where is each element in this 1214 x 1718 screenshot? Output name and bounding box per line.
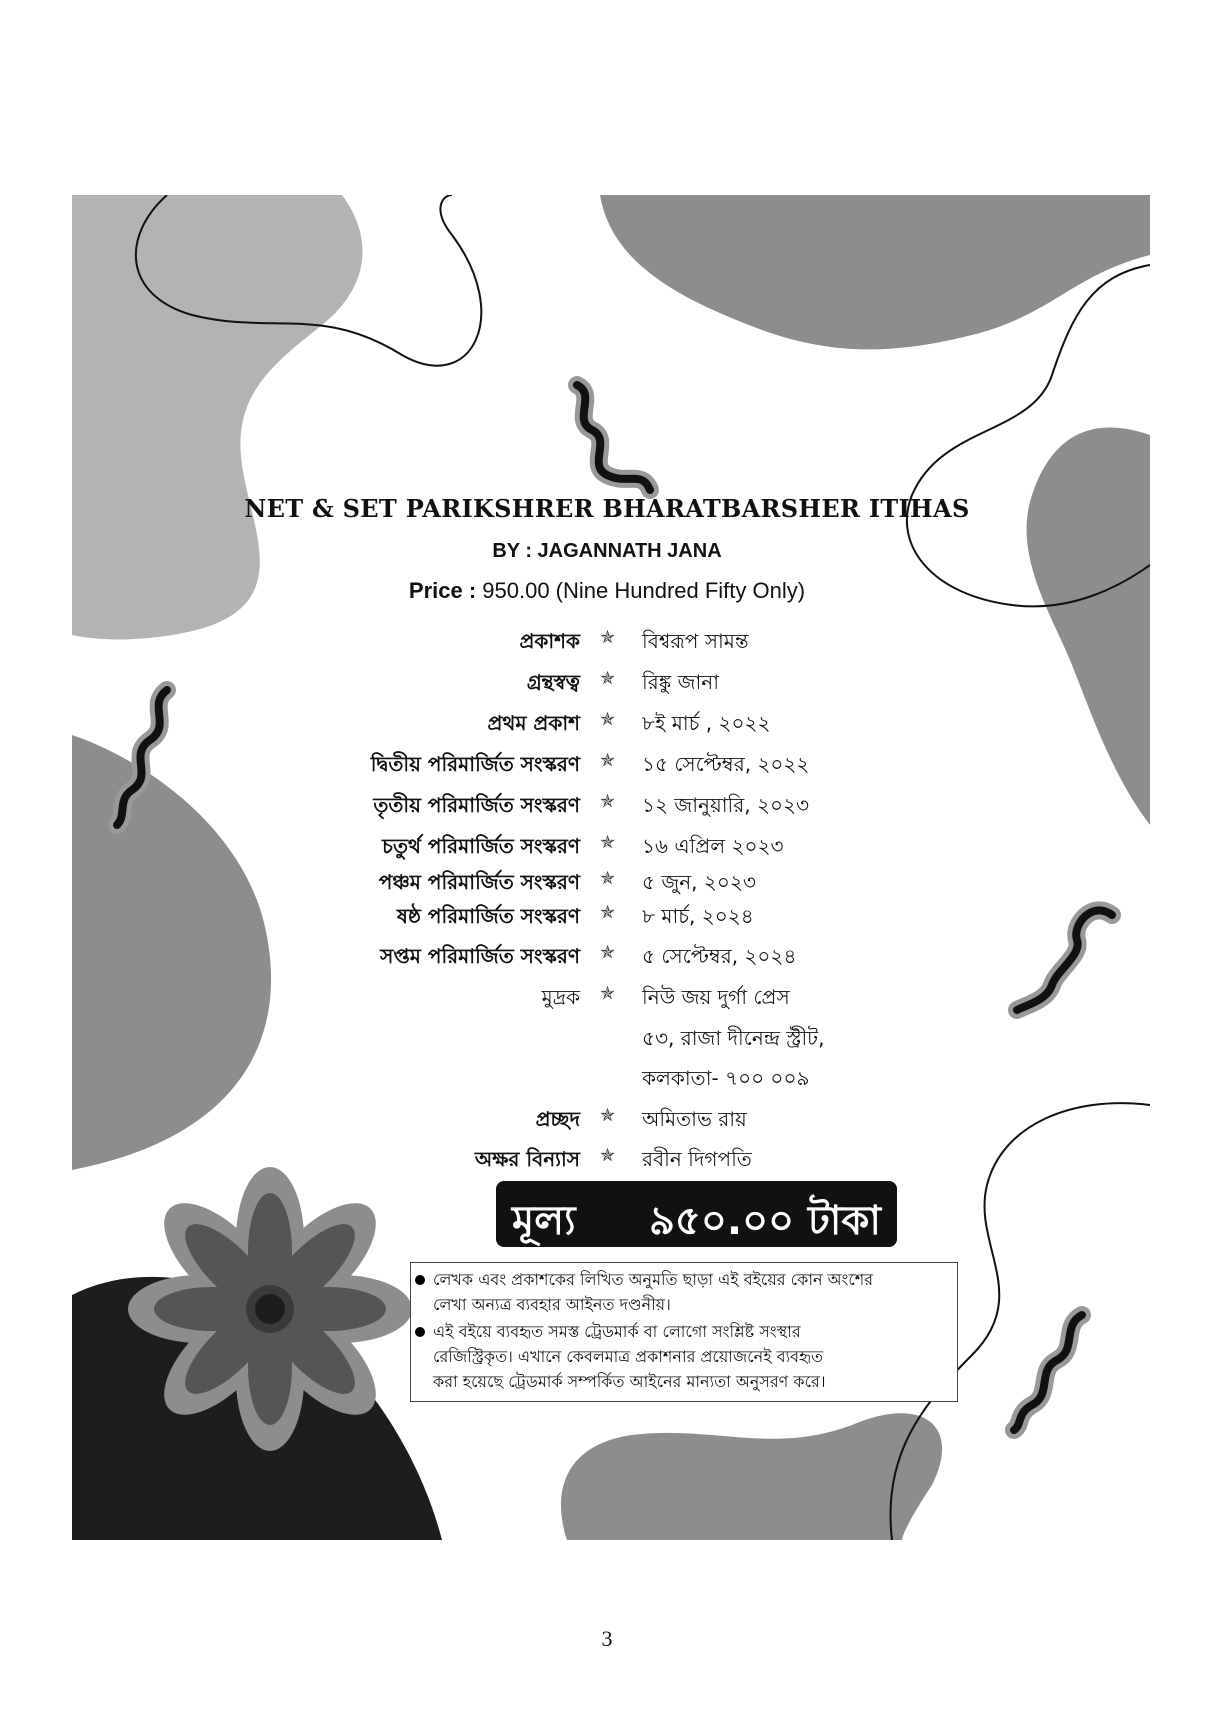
credit-label: ষষ্ঠ পরিমার্জিত সংস্করণ (396, 904, 580, 928)
star-icon: ✯ (600, 1145, 616, 1166)
credit-row-second-edition (0, 750, 1214, 784)
blob-top-left (72, 195, 362, 639)
credit-row-typesetting (0, 1145, 1214, 1179)
book-author: BY : JAGANNATH JANA (492, 540, 722, 562)
price-box-amount: ৯৫০.০০ টাকা (648, 1198, 881, 1244)
credit-row-publisher (0, 627, 1214, 661)
star-icon: ✯ (600, 668, 616, 689)
credit-row-first-edition (0, 709, 1214, 743)
price-label: Price : (408, 578, 477, 603)
blob-bottom-right (561, 1413, 942, 1540)
credit-row-copyright (0, 668, 1214, 702)
star-icon: ✯ (600, 750, 616, 771)
notice-item-1: লেখক এবং প্রকাশকের লিখিত অনুমতি ছাড়া এই বইয়ের কোন অংশের লেখা অন্যত্র ব্যবহার আইনত দণ্ডনীয়। (433, 1267, 953, 1317)
price-box-label: মূল্য (512, 1198, 576, 1244)
credit-value: ১৫ সেপ্টেম্বর, ২০২২ (642, 752, 810, 776)
star-icon: ✯ (600, 627, 616, 648)
credit-label: চতুর্থ পরিমার্জিত সংস্করণ (382, 834, 580, 858)
press-address-line-2: কলকাতা- ৭০০ ০০৯ (642, 1066, 810, 1090)
credit-label: মুদ্রক (541, 985, 580, 1009)
credit-value: ১২ জানুয়ারি, ২০২৩ (642, 793, 810, 817)
page-number: 3 (601, 1626, 613, 1651)
credit-label: তৃতীয় পরিমার্জিত সংস্করণ (373, 793, 580, 817)
credit-value: ৮ই মার্চ , ২০২২ (642, 711, 771, 735)
credit-value: ৮ মার্চ, ২০২৪ (642, 904, 754, 928)
notice-item-2: এই বইয়ে ব্যবহৃত সমস্ত ট্রেডমার্ক বা লোগো সংশ্লিষ্ট সংস্থার রেজিস্ট্রিকৃত। এখানে কেবলমাত্র প্রকাশনার প্রয়োজনেই ব্যবহৃত করা হয়েছে ট্রেডমার্ক সম্পর্কিত আইনের মান্যতা অনুসরণ করে। (433, 1319, 953, 1394)
press-address-line-1: ৫৩, রাজা দীনেন্দ্র স্ট্রীট, (642, 1026, 825, 1050)
star-icon: ✯ (600, 902, 616, 923)
credit-value: ৫ সেপ্টেম্বর, ২০২৪ (642, 944, 797, 968)
credit-label: দ্বিতীয় পরিমার্জিত সংস্করণ (370, 752, 580, 776)
price-value: 950.00 (Nine Hundred Fifty Only) (476, 578, 806, 603)
price-english (0, 578, 1214, 604)
blob-top-right (600, 195, 1150, 349)
price-box (496, 1181, 897, 1247)
star-icon: ✯ (600, 983, 616, 1004)
credit-value: নিউ জয় দুর্গা প্রেস (642, 985, 790, 1009)
credit-row-cover (0, 1105, 1214, 1139)
credit-row-fifth-edition (0, 868, 1214, 902)
credit-label: সপ্তম পরিমার্জিত সংস্করণ (380, 944, 580, 968)
credit-row-printer (0, 983, 1214, 1017)
flower-icon (128, 1167, 412, 1451)
credit-value: অমিতাভ রায় (642, 1107, 747, 1131)
star-icon: ✯ (600, 832, 616, 853)
credit-value: ১৬ এপ্রিল ২০২৩ (642, 834, 784, 858)
credit-label: পঞ্চম পরিমার্জিত সংস্করণ (378, 870, 580, 894)
credit-value: রবীন দিগপতি (642, 1147, 752, 1171)
credit-label: গ্রন্থস্বত্ব (526, 670, 580, 694)
credit-row-sixth-edition (0, 902, 1214, 936)
star-icon: ✯ (600, 942, 616, 963)
credit-label: প্রকাশক (519, 629, 580, 653)
book-title: NET & SET PARIKSHRER BHARATBARSHER ITIHAS (244, 494, 970, 523)
credit-label: প্রথম প্রকাশ (487, 711, 580, 735)
star-icon: ✯ (600, 1105, 616, 1126)
credit-value: বিশ্বরূপ সামন্ত (642, 629, 749, 653)
credit-value: রিঙ্কু জানা (642, 670, 720, 694)
credit-value: ৫ জুন, ২০২৩ (642, 870, 756, 894)
star-icon: ✯ (600, 709, 616, 730)
credit-row-third-edition (0, 791, 1214, 825)
credit-row-fourth-edition (0, 832, 1214, 866)
bullet-icon (415, 1275, 425, 1285)
credit-label: প্রচ্ছদ (535, 1107, 580, 1131)
star-icon: ✯ (600, 868, 616, 889)
credit-label: অক্ষর বিন্যাস (474, 1147, 580, 1171)
copyright-notice (410, 1262, 958, 1402)
star-icon: ✯ (600, 791, 616, 812)
bullet-icon (415, 1327, 425, 1337)
credit-row-seventh-edition (0, 942, 1214, 976)
